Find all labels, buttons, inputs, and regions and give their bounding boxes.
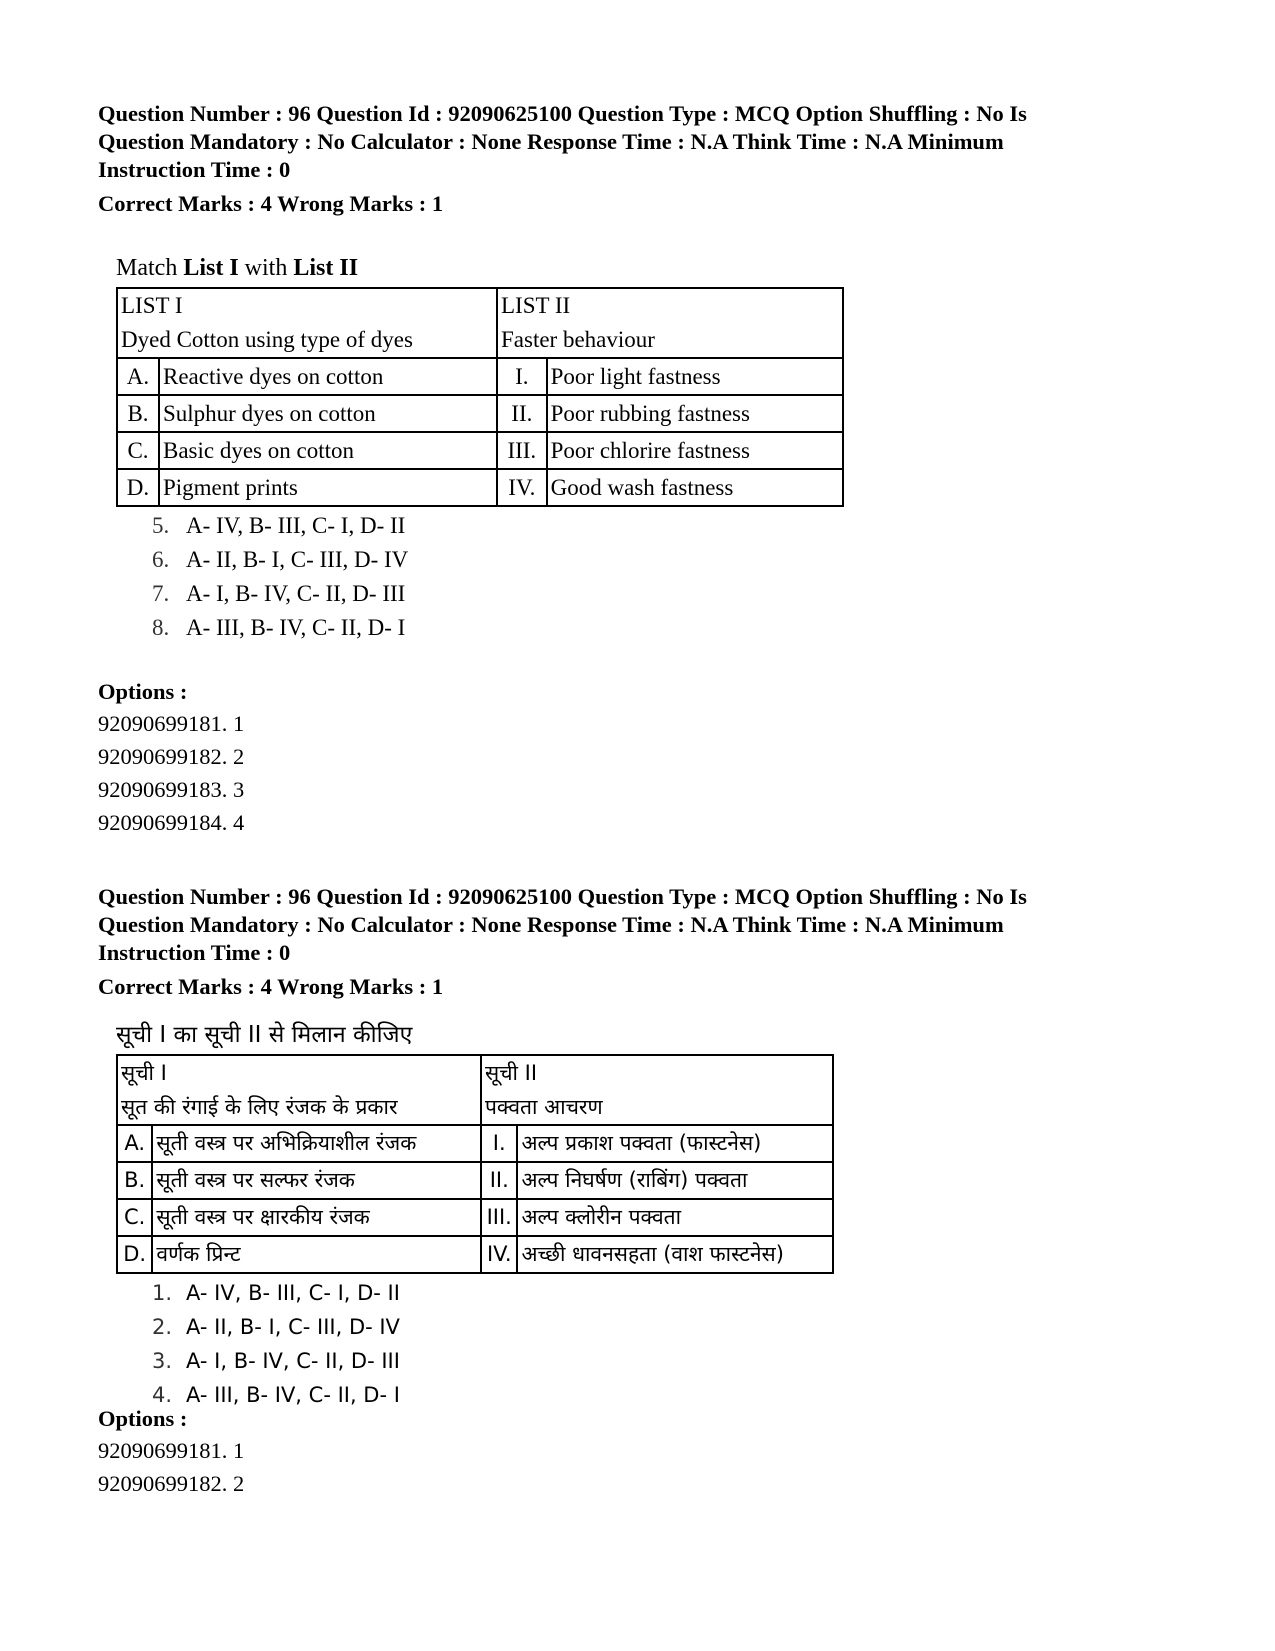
list1-item: Basic dyes on cotton (159, 432, 497, 469)
choice-text: A- I, B- IV, C- II, D- III (186, 1349, 400, 1373)
row-numeral: III. (481, 1199, 517, 1236)
list2-item: अच्छी धावनसहता (वाश फास्टनेस) (517, 1236, 833, 1273)
list-item (152, 1344, 834, 1378)
question-1-header (98, 100, 1198, 218)
table-row (117, 1125, 833, 1162)
list2-item: अल्प क्लोरीन पक्वता (517, 1199, 833, 1236)
list-item (152, 509, 844, 543)
match-instruction (116, 253, 844, 283)
choice-number: 5. (152, 513, 170, 538)
answer-choices (152, 1276, 834, 1412)
table-row (117, 432, 843, 469)
question-meta-line: Question Mandatory : No Calculator : None Response Time : N.A Think Time : N.A Minimum (98, 129, 1004, 154)
list2-item: Good wash fastness (547, 469, 843, 506)
list2-item: Poor light fastness (547, 358, 843, 395)
marks-line: Correct Marks : 4 Wrong Marks : 1 (98, 974, 444, 999)
question-meta-line: Instruction Time : 0 (98, 157, 291, 182)
list2-item: अल्प निघर्षण (राबिंग) पक्वता (517, 1162, 833, 1199)
list2-heading: LIST II (501, 293, 571, 318)
table-row (117, 358, 843, 395)
choice-number: 7. (152, 581, 170, 606)
row-letter: A. (117, 1125, 152, 1162)
options-heading: Options : (98, 679, 188, 704)
table-row (117, 1162, 833, 1199)
question-2-header (98, 883, 1198, 1001)
list-item (152, 577, 844, 611)
choice-number: 4. (152, 1383, 173, 1407)
list2-header-cell (497, 288, 843, 358)
question-meta-line: Instruction Time : 0 (98, 940, 291, 965)
list2-heading: सूची II (485, 1061, 538, 1085)
row-letter: C. (117, 432, 159, 469)
title-text: Match (116, 255, 184, 281)
match-instruction: सूची I का सूची II से मिलान कीजिए (116, 1022, 413, 1048)
choice-text: A- III, B- IV, C- II, D- I (186, 615, 406, 640)
row-numeral: II. (481, 1162, 517, 1199)
option-item: 92090699182. 2 (98, 744, 245, 769)
list1-header-cell (117, 1055, 481, 1125)
list1-subheading: Dyed Cotton using type of dyes (121, 327, 413, 352)
list-item (152, 1310, 834, 1344)
row-letter: C. (117, 1199, 152, 1236)
list1-subheading: सूत की रंगाई के लिए रंजक के प्रकार (121, 1095, 398, 1119)
option-item: 92090699181. 1 (98, 1438, 245, 1463)
match-table (116, 287, 844, 507)
list1-item: सूती वस्त्र पर क्षारकीय रंजक (152, 1199, 481, 1236)
row-letter: D. (117, 1236, 152, 1273)
title-text: with (238, 255, 294, 281)
match-table (116, 1054, 834, 1274)
choice-number: 3. (152, 1349, 173, 1373)
marks-line: Correct Marks : 4 Wrong Marks : 1 (98, 191, 444, 216)
list1-item: Sulphur dyes on cotton (159, 395, 497, 432)
option-item: 92090699184. 4 (98, 810, 245, 835)
row-letter: B. (117, 395, 159, 432)
list-item (152, 1378, 834, 1412)
list2-subheading: Faster behaviour (501, 327, 655, 352)
list1-heading: LIST I (121, 293, 183, 318)
list1-item: Reactive dyes on cotton (159, 358, 497, 395)
row-numeral: II. (497, 395, 547, 432)
question-meta-line: Question Number : 96 Question Id : 92090625100 Question Type : MCQ Option Shuffling : No Is (98, 101, 1027, 126)
question-meta-line: Question Mandatory : No Calculator : None Response Time : N.A Think Time : N.A Minimum (98, 912, 1004, 937)
row-numeral: III. (497, 432, 547, 469)
choice-text: A- IV, B- III, C- I, D- II (186, 513, 406, 538)
list1-item: सूती वस्त्र पर सल्फर रंजक (152, 1162, 481, 1199)
title-bold: List II (293, 255, 359, 281)
title-bold: List I (183, 255, 239, 281)
row-letter: A. (117, 358, 159, 395)
list1-item: Pigment prints (159, 469, 497, 506)
list-item (152, 1276, 834, 1310)
question-1-content (116, 253, 844, 645)
table-row (117, 1236, 833, 1273)
option-item: 92090699183. 3 (98, 777, 245, 802)
list1-heading: सूची I (121, 1061, 167, 1085)
list2-item: अल्प प्रकाश पक्वता (फास्टनेस) (517, 1125, 833, 1162)
list1-header-cell (117, 288, 497, 358)
choice-text: A- IV, B- III, C- I, D- II (186, 1281, 400, 1305)
option-item: 92090699181. 1 (98, 711, 245, 736)
answer-choices (152, 509, 844, 645)
list-item (152, 543, 844, 577)
list2-item: Poor chlorire fastness (547, 432, 843, 469)
choice-number: 1. (152, 1281, 173, 1305)
list2-subheading: पक्वता आचरण (485, 1095, 603, 1119)
row-numeral: I. (497, 358, 547, 395)
choice-number: 2. (152, 1315, 173, 1339)
row-numeral: IV. (497, 469, 547, 506)
choice-number: 6. (152, 547, 170, 572)
list2-header-cell (481, 1055, 833, 1125)
options-heading: Options : (98, 1406, 188, 1431)
table-row (117, 395, 843, 432)
list1-item: सूती वस्त्र पर अभिक्रियाशील रंजक (152, 1125, 481, 1162)
choice-text: A- I, B- IV, C- II, D- III (186, 581, 406, 606)
row-letter: D. (117, 469, 159, 506)
choice-text: A- III, B- IV, C- II, D- I (186, 1383, 400, 1407)
table-row (117, 1199, 833, 1236)
option-item: 92090699182. 2 (98, 1471, 245, 1496)
row-letter: B. (117, 1162, 152, 1199)
question-2-content (116, 1020, 834, 1412)
choice-number: 8. (152, 615, 170, 640)
table-row (117, 469, 843, 506)
row-numeral: IV. (481, 1236, 517, 1273)
list2-item: Poor rubbing fastness (547, 395, 843, 432)
list1-item: वर्णक प्रिन्ट (152, 1236, 481, 1273)
list-item (152, 611, 844, 645)
question-meta-line: Question Number : 96 Question Id : 92090625100 Question Type : MCQ Option Shuffling : No Is (98, 884, 1027, 909)
choice-text: A- II, B- I, C- III, D- IV (186, 547, 409, 572)
row-numeral: I. (481, 1125, 517, 1162)
choice-text: A- II, B- I, C- III, D- IV (186, 1315, 400, 1339)
